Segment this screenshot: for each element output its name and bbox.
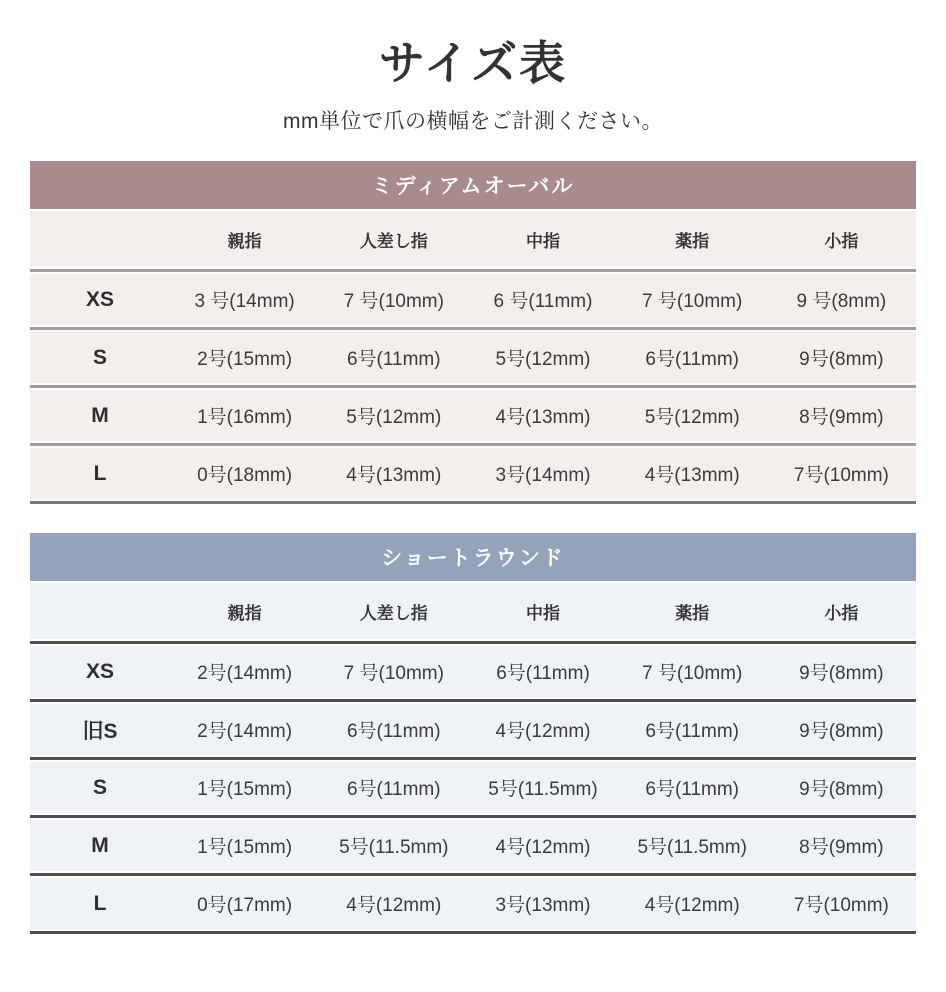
row-divider [30, 443, 916, 446]
size-value: 5号(11.5mm) [637, 837, 747, 859]
size-value: 6号(11mm) [645, 779, 739, 801]
size-label: M [91, 833, 109, 857]
size-value: 6号(11mm) [645, 349, 739, 371]
column-header: 中指 [525, 231, 560, 251]
size-label: 旧S [82, 719, 118, 743]
size-value: 4号(12mm) [495, 721, 591, 743]
size-value: 4号(13mm) [346, 465, 442, 487]
size-value: 1号(16mm) [197, 407, 293, 429]
table-title-band: ミディアムオーバル [30, 161, 916, 209]
page-title: サイズ表 [378, 37, 568, 89]
size-value: 3 号(14mm) [194, 291, 295, 313]
table-row [30, 704, 916, 755]
table-row [30, 820, 916, 871]
size-table-0 [30, 161, 916, 504]
size-value: 9号(8mm) [799, 349, 884, 371]
size-value: 0号(17mm) [197, 895, 293, 917]
size-label: S [92, 345, 107, 369]
table-row [30, 762, 916, 813]
size-value: 4号(12mm) [644, 895, 740, 917]
size-value: 7号(10mm) [793, 465, 889, 487]
page-subtitle: mm単位で爪の横幅をご計測ください。 [283, 110, 663, 134]
size-value: 4号(12mm) [346, 895, 442, 917]
table-header-row [30, 583, 916, 639]
size-label: S [92, 775, 107, 799]
size-value: 8号(9mm) [799, 837, 884, 859]
size-value: 5号(12mm) [346, 407, 442, 429]
column-header: 小指 [824, 603, 859, 623]
column-header: 親指 [227, 231, 262, 251]
size-value: 6号(11mm) [346, 721, 441, 743]
column-header: 親指 [227, 603, 262, 623]
size-value: 0号(18mm) [197, 465, 293, 487]
size-label: M [91, 403, 109, 427]
row-divider [30, 641, 916, 644]
size-value: 5号(12mm) [495, 349, 591, 371]
table-row [30, 448, 916, 499]
size-value: 9 号(8mm) [796, 291, 887, 313]
size-label: L [93, 461, 107, 485]
row-divider [30, 699, 916, 702]
size-table-1 [30, 533, 916, 934]
size-value: 6号(11mm) [496, 663, 590, 685]
column-header: 薬指 [675, 231, 710, 251]
table-bottom-border [30, 931, 916, 934]
size-value: 4号(13mm) [495, 407, 591, 429]
column-header: 小指 [824, 231, 859, 251]
size-value: 9号(8mm) [799, 663, 884, 685]
column-header: 人差し指 [359, 603, 428, 623]
size-value: 8号(9mm) [799, 407, 884, 429]
row-divider [30, 873, 916, 876]
size-value: 6号(11mm) [346, 779, 441, 801]
tables-container [30, 161, 916, 934]
size-value: 5号(11.5mm) [339, 837, 449, 859]
row-divider [30, 815, 916, 818]
row-divider [30, 757, 916, 760]
size-label: XS [85, 287, 114, 311]
row-divider [30, 269, 916, 272]
size-value: 6 号(11mm) [493, 291, 593, 313]
size-value: 7 号(10mm) [642, 663, 743, 685]
size-label: L [93, 891, 107, 915]
table-row [30, 390, 916, 441]
table-bottom-border [30, 501, 916, 504]
size-label: XS [85, 659, 114, 683]
table-row [30, 878, 916, 929]
size-value: 9号(8mm) [799, 721, 884, 743]
column-header: 薬指 [675, 603, 710, 623]
size-value: 4号(12mm) [495, 837, 591, 859]
size-value: 7 号(10mm) [642, 291, 743, 313]
row-divider [30, 385, 916, 388]
size-value: 6号(11mm) [645, 721, 739, 743]
size-value: 2号(15mm) [197, 349, 293, 371]
column-header: 中指 [525, 603, 560, 623]
table-row [30, 332, 916, 383]
size-value: 7 号(10mm) [343, 663, 444, 685]
row-divider [30, 327, 916, 330]
size-value: 3号(14mm) [495, 465, 591, 487]
size-value: 7号(10mm) [793, 895, 889, 917]
size-value: 3号(13mm) [495, 895, 591, 917]
size-value: 9号(8mm) [799, 779, 884, 801]
size-value: 6号(11mm) [346, 349, 441, 371]
size-value: 5号(12mm) [644, 407, 740, 429]
size-value: 2号(14mm) [197, 663, 293, 685]
table-header-row [30, 211, 916, 267]
size-value: 5号(11.5mm) [488, 779, 598, 801]
size-value: 7 号(10mm) [343, 291, 444, 313]
table-row [30, 274, 916, 325]
size-value: 2号(14mm) [197, 721, 293, 743]
table-row [30, 646, 916, 697]
column-header: 人差し指 [359, 231, 428, 251]
size-value: 4号(13mm) [644, 465, 740, 487]
size-value: 1号(15mm) [197, 779, 293, 801]
size-value: 1号(15mm) [197, 837, 293, 859]
table-title-band: ショートラウンド [30, 533, 916, 581]
